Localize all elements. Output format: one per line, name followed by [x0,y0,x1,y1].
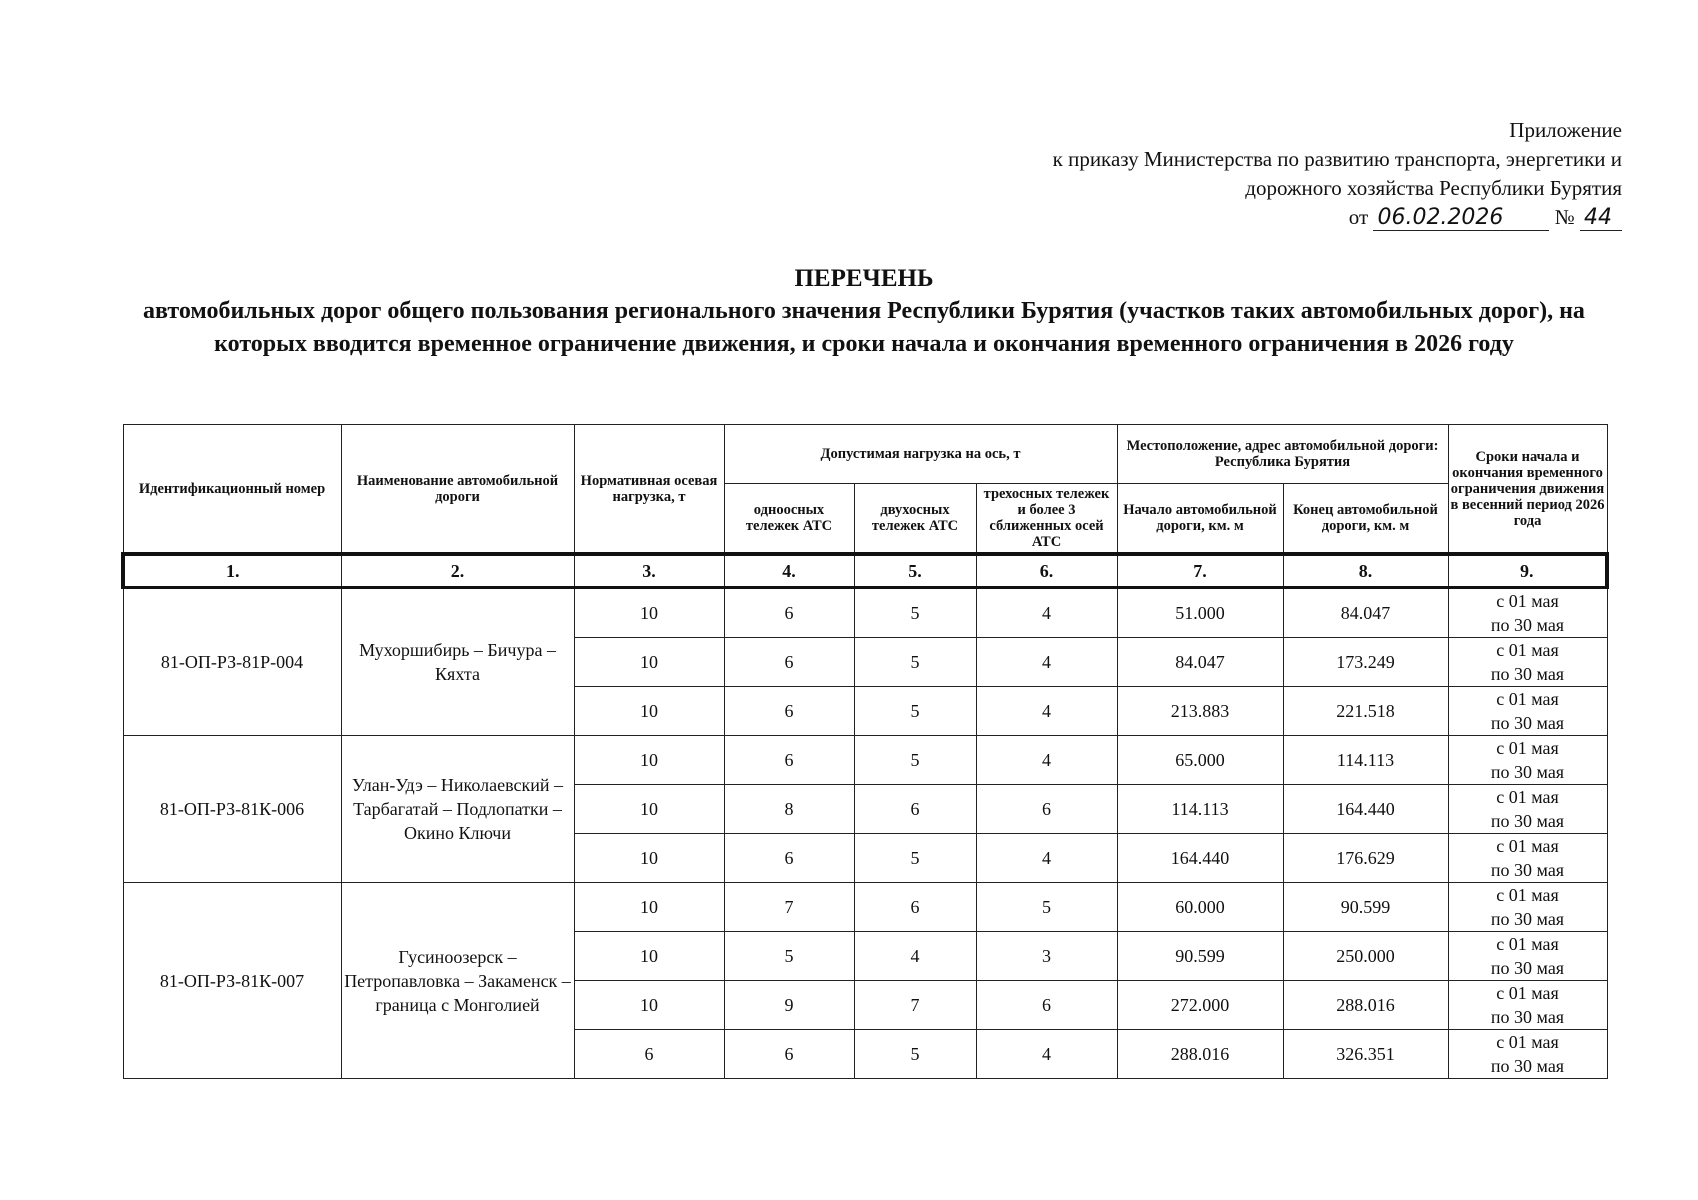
section-end: 288.016 [1283,981,1448,1030]
norm-load: 10 [574,834,724,883]
title-heading: ПЕРЕЧЕНЬ [794,265,934,292]
column-number: 7. [1117,554,1283,588]
triple-axle-load: 4 [976,736,1117,785]
single-axle-load: 6 [724,834,854,883]
double-axle-load: 5 [854,1030,976,1079]
norm-load: 10 [574,981,724,1030]
term-end: по 30 мая [1490,762,1565,782]
single-axle-load: 6 [724,687,854,736]
section-start: 51.000 [1117,588,1283,638]
double-axle-load: 4 [854,932,976,981]
norm-load: 10 [574,883,724,932]
single-axle-load: 6 [724,736,854,785]
handwritten-date: 06.02.2026 [1373,206,1549,231]
section-start: 272.000 [1117,981,1283,1030]
appendix-title: Приложение [1509,118,1622,142]
column-number: 2. [341,554,574,588]
triple-axle-load: 5 [976,883,1117,932]
restriction-term [1448,687,1607,736]
section-end: 90.599 [1283,883,1448,932]
restriction-term [1448,785,1607,834]
term-start: с 01 мая [1496,689,1559,709]
column-number: 8. [1283,554,1448,588]
appendix-block [922,116,1622,232]
road-id: 81-ОП-РЗ-81К-007 [123,883,341,1079]
header-terms: Сроки начала и окончания временного ограничения движения в весенний период 2026 года [1448,425,1607,555]
double-axle-load: 6 [854,785,976,834]
section-end: 84.047 [1283,588,1448,638]
road-name: Мухоршибирь – Бичура – Кяхта [341,588,574,736]
header-end: Конец автомобильной дороги, км. м [1283,484,1448,555]
double-axle-load: 5 [854,638,976,687]
triple-axle-load: 4 [976,687,1117,736]
term-end: по 30 мая [1490,909,1565,929]
term-end: по 30 мая [1490,615,1565,635]
double-axle-load: 7 [854,981,976,1030]
section-end: 176.629 [1283,834,1448,883]
column-number: 3. [574,554,724,588]
term-end: по 30 мая [1490,664,1565,684]
single-axle-load: 9 [724,981,854,1030]
triple-axle-load: 4 [976,834,1117,883]
norm-load: 10 [574,687,724,736]
restriction-term [1448,932,1607,981]
road-name: Улан-Удэ – Николаевский – Тарбагатай – Подлопатки – Окино Ключи [341,736,574,883]
double-axle-load: 5 [854,736,976,785]
header-norm: Нормативная осевая нагрузка, т [574,425,724,555]
single-axle-load: 7 [724,883,854,932]
term-start: с 01 мая [1496,738,1559,758]
section-end: 164.440 [1283,785,1448,834]
appendix-order-line: к приказу Министерства по развитию транспорта, энергетики и [1052,147,1622,171]
section-end: 221.518 [1283,687,1448,736]
double-axle-load: 5 [854,687,976,736]
table-row [123,736,1607,785]
restriction-term [1448,638,1607,687]
term-start: с 01 мая [1496,640,1559,660]
number-label: № [1554,205,1575,229]
header-axle-group: Допустимая нагрузка на ось, т [724,425,1117,484]
table-row [123,883,1607,932]
road-id: 81-ОП-РЗ-81Р-004 [123,588,341,736]
norm-load: 6 [574,1030,724,1079]
term-start: с 01 мая [1496,934,1559,954]
restriction-term [1448,834,1607,883]
triple-axle-load: 4 [976,638,1117,687]
header-triple: трехосных тележек и более 3 сближенных осей АТС [976,484,1117,555]
double-axle-load: 5 [854,588,976,638]
section-start: 164.440 [1117,834,1283,883]
triple-axle-load: 6 [976,981,1117,1030]
section-end: 114.113 [1283,736,1448,785]
restriction-term [1448,883,1607,932]
term-end: по 30 мая [1490,1056,1565,1076]
document-title [120,262,1608,361]
column-numbers-row [123,554,1607,588]
double-axle-load: 6 [854,883,976,932]
column-number: 1. [123,554,341,588]
single-axle-load: 5 [724,932,854,981]
section-start: 65.000 [1117,736,1283,785]
section-start: 114.113 [1117,785,1283,834]
column-number: 4. [724,554,854,588]
norm-load: 10 [574,932,724,981]
term-end: по 30 мая [1490,811,1565,831]
section-end: 326.351 [1283,1030,1448,1079]
double-axle-load: 5 [854,834,976,883]
road-id: 81-ОП-РЗ-81К-006 [123,736,341,883]
header-row-1 [123,425,1607,484]
term-start: с 01 мая [1496,885,1559,905]
term-start: с 01 мая [1496,591,1559,611]
restriction-term [1448,981,1607,1030]
restriction-term [1448,1030,1607,1079]
appendix-ministry-line: дорожного хозяйства Республики Бурятия [1245,176,1622,200]
road-name: Гусиноозерск – Петропавловка – Закаменск – граница с Монголией [341,883,574,1079]
single-axle-load: 6 [724,588,854,638]
triple-axle-load: 6 [976,785,1117,834]
term-end: по 30 мая [1490,1007,1565,1027]
section-start: 213.883 [1117,687,1283,736]
single-axle-load: 6 [724,638,854,687]
header-double: двухосных тележек АТС [854,484,976,555]
triple-axle-load: 3 [976,932,1117,981]
restriction-term [1448,736,1607,785]
term-end: по 30 мая [1490,860,1565,880]
single-axle-load: 6 [724,1030,854,1079]
header-name: Наименование автомобильной дороги [341,425,574,555]
section-start: 288.016 [1117,1030,1283,1079]
term-start: с 01 мая [1496,983,1559,1003]
section-start: 90.599 [1117,932,1283,981]
handwritten-number: 44 [1580,206,1622,231]
appendix-date-row [922,203,1622,232]
term-start: с 01 мая [1496,836,1559,856]
header-location-group: Местоположение, адрес автомобильной дороги: Республика Бурятия [1117,425,1448,484]
header-single: одноосных тележек АТС [724,484,854,555]
single-axle-load: 8 [724,785,854,834]
section-start: 60.000 [1117,883,1283,932]
term-start: с 01 мая [1496,787,1559,807]
norm-load: 10 [574,785,724,834]
table-row [123,588,1607,638]
section-end: 173.249 [1283,638,1448,687]
triple-axle-load: 4 [976,1030,1117,1079]
header-start: Начало автомобильной дороги, км. м [1117,484,1283,555]
norm-load: 10 [574,638,724,687]
section-end: 250.000 [1283,932,1448,981]
term-end: по 30 мая [1490,713,1565,733]
column-number: 9. [1448,554,1607,588]
triple-axle-load: 4 [976,588,1117,638]
header-id: Идентификационный номер [123,425,341,555]
roads-table [121,424,1609,1079]
section-start: 84.047 [1117,638,1283,687]
column-number: 6. [976,554,1117,588]
restriction-term [1448,588,1607,638]
term-end: по 30 мая [1490,958,1565,978]
term-start: с 01 мая [1496,1032,1559,1052]
norm-load: 10 [574,588,724,638]
column-number: 5. [854,554,976,588]
title-subtitle: автомобильных дорог общего пользования регионального значения Республики Бурятия (участков таких автомобильных дорог), на которых вводится временное ограничение движения, и сроки начала и окончания временного ограничения в 2026 году [143,298,1585,357]
from-label: от [1348,205,1369,229]
norm-load: 10 [574,736,724,785]
